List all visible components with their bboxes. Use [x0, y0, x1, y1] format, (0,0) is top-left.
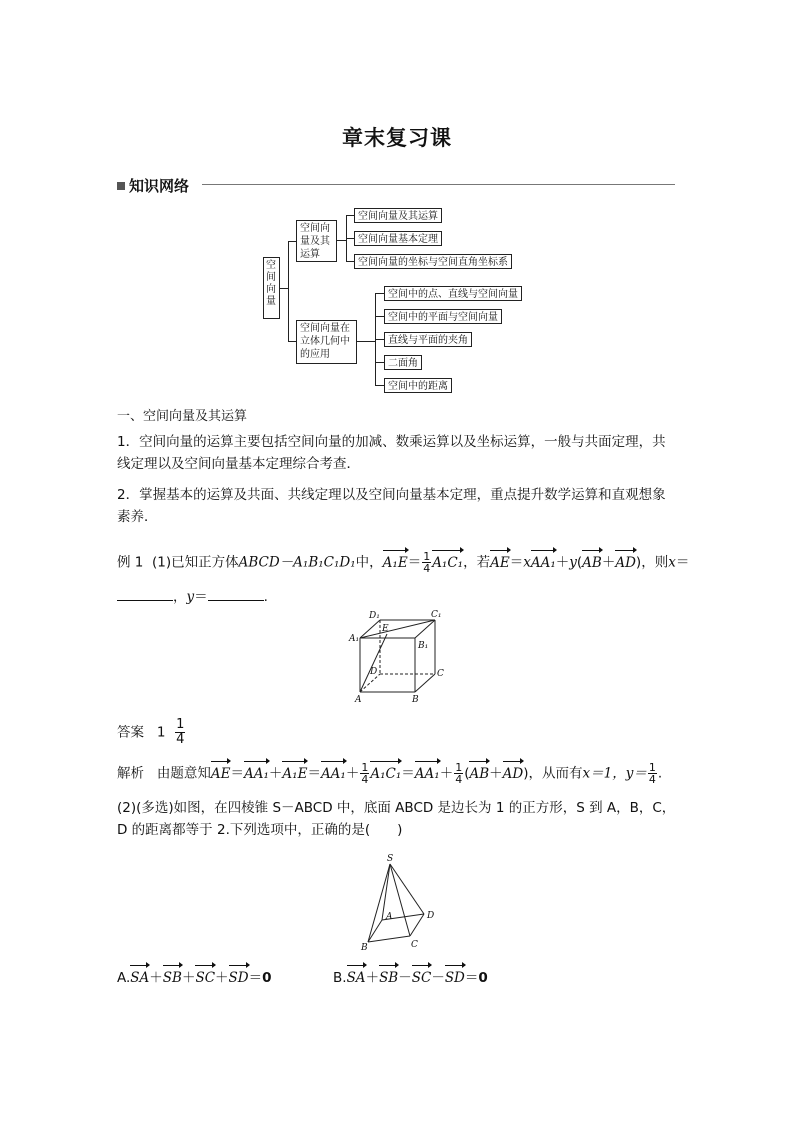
cube-label: C [437, 669, 444, 679]
cube-label: E [382, 624, 389, 634]
pyramid-label: C [411, 940, 418, 950]
pyramid-figure [358, 852, 442, 952]
cube-label: D₁ [369, 611, 380, 621]
example1-analysis: 解析 由题意知AE＝AA₁＋A₁E＝AA₁＋ $\frac{1}{4}$ A₁C₁＝AA₁＋ $\frac{1}{4}$ (AB＋AD)，从而有x＝1，y＝ $\frac{1}{4}$ . [117, 761, 663, 786]
part1-heading: 一、空间向量及其运算 [117, 409, 248, 424]
cube-label: B₁ [418, 641, 429, 651]
example1-blanks: ，y＝ . [117, 586, 268, 608]
mindmap-leaf: 空间中的平面与空间向量 [384, 309, 502, 324]
cube-label: A₁ [349, 634, 360, 644]
mindmap-branch-2: 空间向量在立体几何中的应用 [296, 320, 357, 364]
cube-label: A [355, 695, 362, 704]
option-b[interactable]: B.SA＋SB－SC－SD＝0 [333, 967, 488, 989]
section-heading: 知识网络 [117, 175, 189, 196]
mindmap-leaf: 二面角 [384, 355, 422, 370]
pyramid-label: B [361, 943, 368, 952]
page-title: 章末复习课 [342, 126, 452, 150]
pyramid-label: D [427, 911, 435, 921]
mindmap-leaf: 直线与平面的夹角 [384, 332, 472, 347]
example2-question: (2)(多选)如图，在四棱锥 S－ABCD 中，底面 ABCD 是边长为 1 的正方形，S 到 A，B，C，D 的距离都等于 2.下列选项中，正确的是( ) [117, 800, 676, 838]
mindmap-leaf: 空间向量及其运算 [354, 208, 442, 223]
part1-paragraph-2: 2．掌握基本的运算及共面、共线定理以及空间向量基本定理，重点提升数学运算和直观想象素养． [117, 487, 666, 525]
cube-label: D [370, 667, 378, 677]
answer-blank-x[interactable] [117, 588, 173, 601]
section-rule [202, 184, 675, 185]
mindmap-leaf: 空间向量基本定理 [354, 231, 442, 246]
option-a[interactable]: A.SA＋SB＋SC＋SD＝0 [117, 967, 272, 989]
answer-blank-y[interactable] [208, 588, 264, 601]
mindmap-branch-1: 空间向量及其运算 [296, 220, 337, 262]
square-bullet-icon [117, 182, 125, 190]
mindmap-leaf: 空间向量的坐标与空间直角坐标系 [354, 254, 512, 269]
example1-question: 例 1 (1)已知正方体ABCD－A₁B₁C₁D₁中，A₁E＝ $\frac{1}{4}$ A₁C₁，若AE＝xAA₁＋y(AB＋AD)，则x＝ [117, 550, 690, 575]
part1-paragraph-1: 1．空间向量的运算主要包括空间向量的加减、数乘运算以及坐标运算，一般与共面定理，共线定理以及空间向量基本定理综合考查． [117, 434, 666, 472]
mindmap-root: 空间向量 [263, 257, 280, 319]
pyramid-label: S [387, 854, 394, 864]
mindmap-leaf: 空间中的点、直线与空间向量 [384, 286, 522, 301]
pyramid-label: A [386, 912, 393, 922]
cube-label: C₁ [431, 610, 442, 620]
mindmap-leaf: 空间中的距离 [384, 378, 452, 393]
example1-answer: 答案 1 $\frac{1}{4}$ [117, 717, 185, 747]
cube-figure [345, 608, 455, 704]
cube-label: B [412, 695, 419, 704]
